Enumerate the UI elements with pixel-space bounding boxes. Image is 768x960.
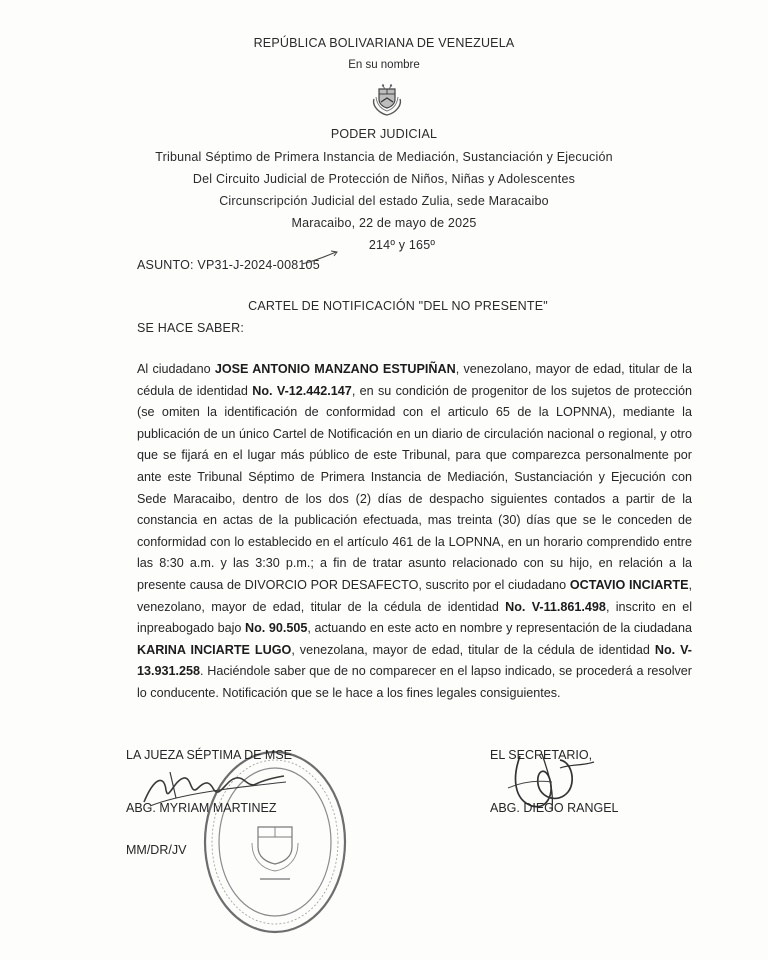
judge-title: LA JUEZA SÉPTIMA DE MSE [126,748,293,762]
republic-heading: REPÚBLICA BOLIVARIANA DE VENEZUELA [253,36,515,50]
en-su-nombre: En su nombre [348,59,420,71]
secretary-name: ABG. DIEGO RANGEL [490,801,619,815]
tribunal-line-3: Circunscripción Judicial del estado Zulia, sede Maracaibo [219,194,549,208]
inpreabogado-number: No. 90.505 [245,621,308,636]
petitioner-id: No. V-11.861.498 [505,599,606,614]
cited-person-id: No. V-12.442.147 [252,383,352,398]
document-date: Maracaibo, 22 de mayo de 2025 [291,216,477,230]
petitioner-name: OCTAVIO INCIARTE [569,577,689,592]
years-line: 214º y 165º [368,238,436,252]
cited-person-name: JOSE ANTONIO MANZANO ESTUPIÑAN [214,362,456,376]
notice-body: Al ciudadano JOSE ANTONIO MANZANO ESTUPIÑAN, venezolano, mayor de edad, titular de la cédula de identidad No. V-12.442.147, en su condición de progenitor de los sujetos de protección (se omiten la identificación de conformidad con el articulo 65 de la LOPNNA), mediante la publicación de un único Cartel de Notificación en un diario de circulación nacional o regional, y otro que se fijará en el lugar más público de este Tribunal, para que comparezca personalmente por ante este Tribunal Séptimo de Primera Instancia de Mediación, Sustanciación y Ejecución con Sede Maracaibo, dentro de los dos (2) días de despacho siguientes contados a partir de la constancia en actas de la publicación efectuada, mas treinta (30) días que se le conceden de conformidad con lo establecido en el artículo 461 de la LOPNNA, en un horario comprendido entre las 8:30 a.m. y las 3:30 p.m.; a fin de tratar asunto relacionado con su hijo, en relación a la presente causa de DIVORCIO POR DESAFECTO, suscrito por el ciudadano OCTAVIO INCIARTE, venezolano, mayor de edad, titular de la cédula de identidad No. V-11.861.498, inscrito en el inpreabogado bajo No. 90.505, actuando en este acto en nombre y representación de la ciudadana KARINA INCIARTE LUGO, venezolana, mayor de edad, titular de la cédula de identidad No. V-13.931.258. Haciéndole saber que de no comparecer en el lapso indicado, se procederá a resolver lo conducente. Notificación que se le hace a los fines legales consiguientes. [137,362,693,700]
represented-person-name: KARINA INCIARTE LUGO [137,642,292,657]
asunto-number: ASUNTO: VP31-J-2024-008105 [137,258,320,272]
handwritten-check-mark [300,249,340,269]
notice-title: CARTEL DE NOTIFICACIÓN "DEL NO PRESENTE" [248,299,548,313]
judge-name: ABG. MYRIAM MARTINEZ [126,801,277,815]
coat-of-arms-icon [370,83,404,117]
represented-person-id: No. V-13.931.258 [137,642,693,679]
document-initials: MM/DR/JV [126,843,187,857]
tribunal-line-1: Tribunal Séptimo de Primera Instancia de Mediación, Sustanciación y Ejecución [155,150,613,164]
poder-judicial: PODER JUDICIAL [330,127,438,141]
tribunal-line-2: Del Circuito Judicial de Protección de Niños, Niñas y Adolescentes [192,172,576,186]
se-hace-saber: SE HACE SABER: [137,321,244,335]
secretary-title: EL SECRETARIO, [490,748,593,762]
